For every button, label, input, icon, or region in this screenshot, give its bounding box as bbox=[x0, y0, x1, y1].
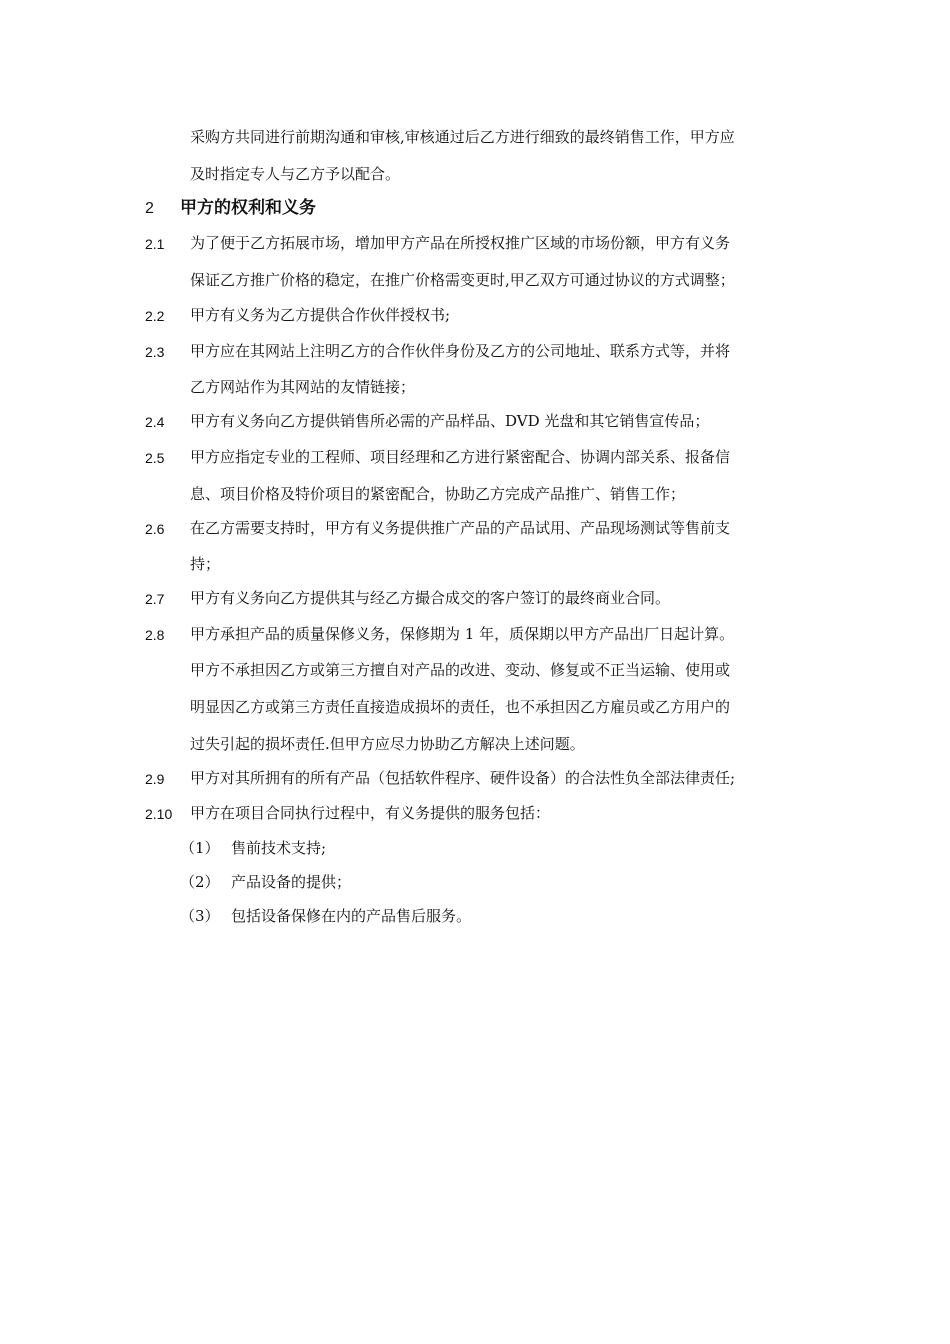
clause-number: 2.8 bbox=[145, 627, 165, 643]
clause-text: 甲方有义务为乙方提供合作伙伴授权书; bbox=[190, 306, 451, 324]
clause-number: 2.4 bbox=[145, 414, 165, 430]
section-title: 甲方的权利和义务 bbox=[180, 198, 316, 218]
clause-text: 息、项目价格及特价项目的紧密配合，协助乙方完成产品推广、销售工作； bbox=[190, 485, 686, 503]
continuation-line: 及时指定专人与乙方予以配合。 bbox=[190, 165, 401, 183]
sub-item-number: （3） bbox=[180, 907, 220, 925]
clause-number: 2.9 bbox=[145, 771, 165, 787]
clause-number: 2.2 bbox=[145, 308, 165, 324]
clause-text: 在乙方需要支持时，甲方有义务提供推广产品的产品试用、产品现场测试等售前支 bbox=[190, 519, 731, 537]
clause-text: 乙方网站作为其网站的友情链接； bbox=[190, 378, 416, 396]
clause-text: 甲方承担产品的质量保修义务，保修期为 1 年，质保期以甲方产品出厂日起计算。 bbox=[190, 625, 735, 643]
clause-number: 2.7 bbox=[145, 591, 165, 607]
sub-item-text: 产品设备的提供； bbox=[231, 873, 352, 891]
sub-item-text: 售前技术支持; bbox=[231, 839, 327, 857]
sub-item-text: 包括设备保修在内的产品售后服务。 bbox=[231, 907, 472, 925]
clause-number: 2.5 bbox=[145, 450, 165, 466]
clause-number: 2.6 bbox=[145, 521, 165, 537]
clause-text: 甲方应在其网站上注明乙方的合作伙伴身份及乙方的公司地址、联系方式等，并将 bbox=[190, 342, 731, 360]
clause-number: 2.1 bbox=[145, 236, 165, 252]
clause-text: 甲方应指定专业的工程师、项目经理和乙方进行紧密配合、协调内部关系、报备信 bbox=[190, 448, 731, 466]
clause-text: 甲方在项目合同执行过程中，有义务提供的服务包括： bbox=[190, 804, 551, 822]
clause-text: 甲方有义务向乙方提供销售所必需的产品样品、DVD 光盘和其它销售宣传品； bbox=[190, 412, 710, 430]
sub-item-number: （2） bbox=[180, 873, 220, 891]
continuation-line: 采购方共同进行前期沟通和审核,审核通过后乙方进行细致的最终销售工作，甲方应 bbox=[190, 128, 735, 146]
clause-number: 2.10 bbox=[145, 806, 173, 822]
clause-text: 过失引起的损坏责任.但甲方应尽力协助乙方解决上述问题。 bbox=[190, 735, 585, 753]
sub-item-number: （1） bbox=[180, 839, 220, 857]
clause-text: 明显因乙方或第三方责任直接造成损坏的责任，也不承担因乙方雇员或乙方用户的 bbox=[190, 698, 731, 716]
clause-text: 甲方不承担因乙方或第三方擅自对产品的改进、变动、修复或不正当运输、使用或 bbox=[190, 661, 731, 679]
clause-text: 为了便于乙方拓展市场，增加甲方产品在所授权推广区域的市场份额，甲方有义务 bbox=[190, 234, 731, 252]
clause-text: 保证乙方推广价格的稳定，在推广价格需变更时,甲乙双方可通过协议的方式调整； bbox=[190, 271, 735, 289]
clause-text: 甲方对其所拥有的所有产品（包括软件程序、硬件设备）的合法性负全部法律责任; bbox=[190, 769, 736, 787]
clause-text: 持； bbox=[190, 555, 221, 573]
clause-text: 甲方有义务向乙方提供其与经乙方撮合成交的客户签订的最终商业合同。 bbox=[190, 589, 671, 607]
clause-number: 2.3 bbox=[145, 344, 165, 360]
section-number: 2 bbox=[145, 200, 154, 217]
